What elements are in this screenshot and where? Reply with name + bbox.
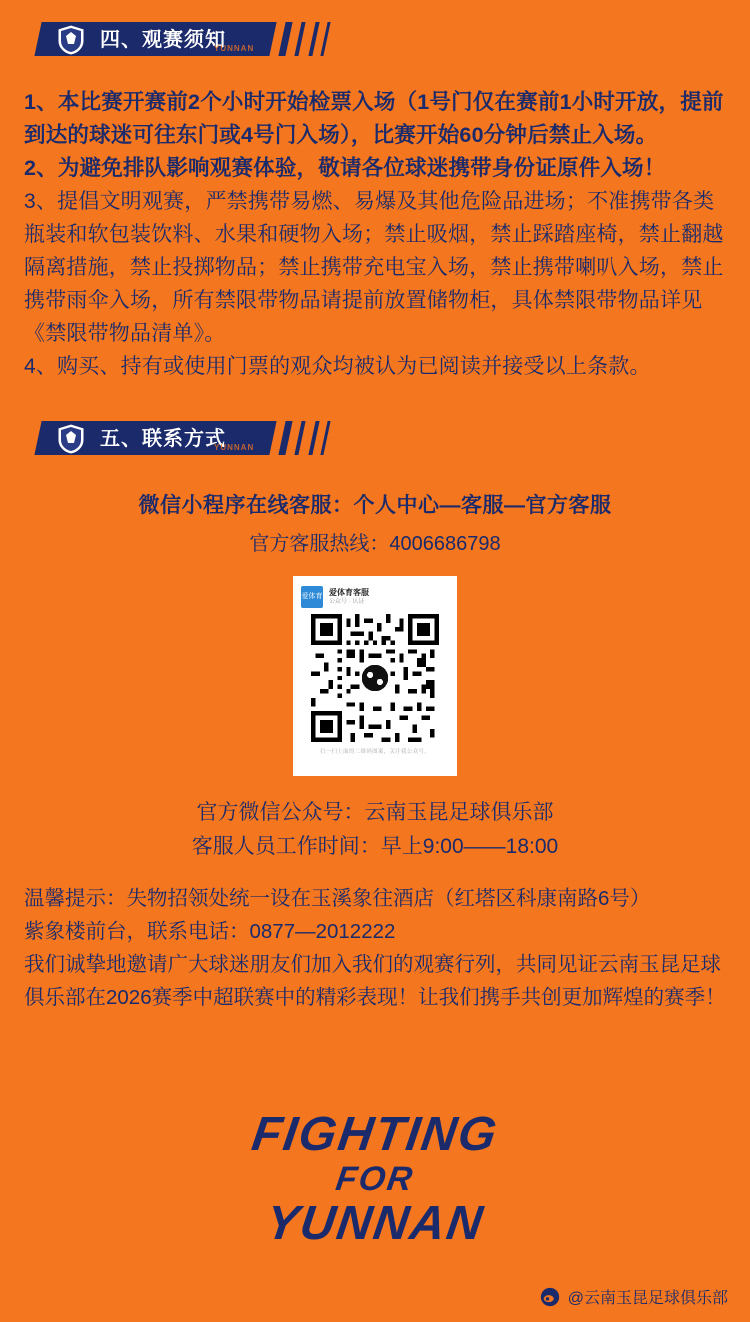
tips-line-1: 温馨提示：失物招领处统一设在玉溪象往酒店（红塔区科康南路6号） (24, 887, 651, 910)
notice-list (24, 86, 726, 383)
tips-line-3: 我们诚挚地邀请广大球迷朋友们加入我们的观赛行列，共同见证云南玉昆足球俱乐部在2026赛季中超联赛中的精彩表现！让我们携手共创更加辉煌的赛季！ (24, 953, 726, 1009)
wechat-official-line: 官方微信公众号：云南玉昆足球俱乐部 (196, 801, 554, 824)
section-header-title (100, 426, 226, 452)
slogan-line-2: FOR (333, 1160, 417, 1198)
club-crest-icon (56, 24, 86, 56)
qr-card-caption: 扫一扫上面的二维码图案，关注我公众号。 (319, 749, 431, 755)
section-header-contact (38, 421, 458, 461)
section-index: 五、 (100, 428, 142, 450)
notice-item-2: 2、为避免排队影响观赛体验，敬请各位球迷携带身份证原件入场！ (24, 156, 666, 180)
slogan-lockup (0, 1110, 750, 1250)
wechat-account-name: 爱体育客服 (329, 588, 369, 597)
section-header-title (100, 27, 226, 53)
header-stripes (260, 421, 380, 455)
qr-code-icon (311, 614, 439, 742)
online-service-line: 微信小程序在线客服：个人中心—客服—官方客服 (138, 494, 612, 517)
weibo-icon (540, 1287, 560, 1307)
slogan-line-3: YUNNAN (262, 1197, 488, 1250)
section-index: 四、 (100, 29, 142, 51)
header-stripes (260, 22, 380, 56)
wechat-qr-card (293, 576, 457, 776)
footer-account: @云南玉昆足球俱乐部 (567, 1290, 728, 1307)
qr-card-header (301, 584, 449, 610)
tips-line-2: 紫象楼前台，联系电话：0877—2012222 (24, 920, 396, 943)
section-title-text: 观赛须知 (142, 29, 226, 51)
service-hours-line: 客服人员工作时间：早上9:00——18:00 (191, 835, 559, 858)
header-watermark: YUNNAN (214, 443, 255, 452)
hotline-line: 官方客服热线：4006686798 (249, 533, 501, 555)
contact-block (0, 489, 750, 556)
notice-item-3: 3、提倡文明观赛，严禁携带易燃、易爆及其他危险品进场；不准携带各类瓶装和软包装饮料、水果和硬物入场；禁止吸烟，禁止踩踏座椅，禁止翻越隔离措施，禁止投掷物品；禁止携带充电宝入场，禁止携带喇叭入场，禁止携带雨伞入场，所有禁限带物品请提前放置储物柜，具体禁限带物品详见《禁限带物品清单》。 (24, 190, 724, 345)
slogan-line-1: FIGHTING (248, 1108, 502, 1161)
wechat-account-logo-icon: 爱体育 (301, 586, 323, 608)
tips-block (24, 882, 726, 1014)
contact-block-secondary (0, 796, 750, 864)
header-watermark: YUNNAN (214, 44, 255, 53)
footer (0, 1285, 750, 1308)
section-header-notice (38, 22, 458, 62)
notice-item-4: 4、购买、持有或使用门票的观众均被认为已阅读并接受以上条款。 (24, 355, 651, 378)
club-crest-icon (56, 423, 86, 455)
section-title-text: 联系方式 (142, 428, 226, 450)
notice-item-1: 1、本比赛开赛前2个小时开始检票入场（1号门仅在赛前1小时开放，提前到达的球迷可往东门或4号门入场），比赛开始60分钟后禁止入场。 (24, 90, 724, 147)
wechat-account-subtitle: 公众号 · 认证 (329, 599, 365, 605)
poster-page (0, 22, 750, 1322)
